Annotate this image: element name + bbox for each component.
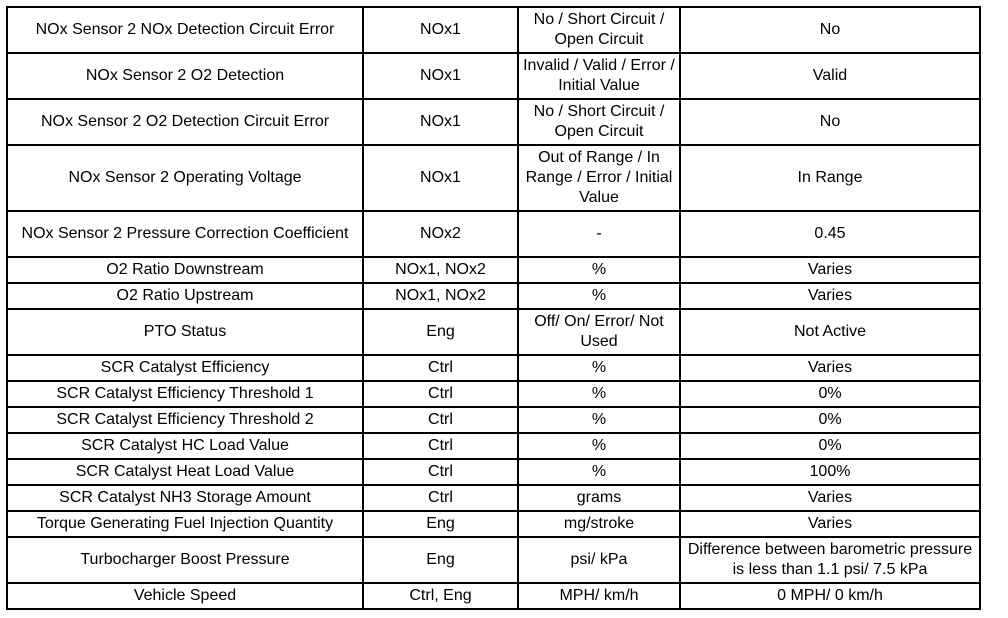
table-row xyxy=(7,511,980,537)
range-cell: Out of Range / In Range / Error / Initial Value xyxy=(518,145,680,211)
range-cell: % xyxy=(518,381,680,407)
parameter-cell: NOx Sensor 2 O2 Detection xyxy=(7,53,363,99)
typical-value-cell: Valid xyxy=(680,53,980,99)
table-row xyxy=(7,257,980,283)
range-cell: % xyxy=(518,433,680,459)
typical-value-cell: Varies xyxy=(680,283,980,309)
module-cell: NOx1 xyxy=(363,145,518,211)
module-cell: Eng xyxy=(363,511,518,537)
range-cell: grams xyxy=(518,485,680,511)
table-body xyxy=(7,7,980,609)
table-row xyxy=(7,485,980,511)
table-row xyxy=(7,211,980,257)
parameter-cell: O2 Ratio Upstream xyxy=(7,283,363,309)
range-cell: Invalid / Valid / Error / Initial Value xyxy=(518,53,680,99)
module-cell: Eng xyxy=(363,537,518,583)
range-cell: No / Short Circuit / Open Circuit xyxy=(518,99,680,145)
table-row xyxy=(7,407,980,433)
module-cell: Ctrl xyxy=(363,485,518,511)
module-cell: NOx1, NOx2 xyxy=(363,283,518,309)
module-cell: Ctrl xyxy=(363,407,518,433)
parameter-cell: NOx Sensor 2 O2 Detection Circuit Error xyxy=(7,99,363,145)
range-cell: % xyxy=(518,407,680,433)
typical-value-cell: 100% xyxy=(680,459,980,485)
parameter-cell: Vehicle Speed xyxy=(7,583,363,609)
range-cell: psi/ kPa xyxy=(518,537,680,583)
range-cell: % xyxy=(518,257,680,283)
module-cell: Ctrl xyxy=(363,355,518,381)
module-cell: Ctrl xyxy=(363,381,518,407)
table-row xyxy=(7,583,980,609)
table-row xyxy=(7,309,980,355)
range-cell: MPH/ km/h xyxy=(518,583,680,609)
module-cell: NOx1 xyxy=(363,7,518,53)
parameter-cell: NOx Sensor 2 NOx Detection Circuit Error xyxy=(7,7,363,53)
typical-value-cell: Varies xyxy=(680,355,980,381)
parameter-cell: SCR Catalyst Efficiency xyxy=(7,355,363,381)
parameter-cell: SCR Catalyst Efficiency Threshold 1 xyxy=(7,381,363,407)
typical-value-cell: Varies xyxy=(680,485,980,511)
table-row xyxy=(7,99,980,145)
parameter-cell: PTO Status xyxy=(7,309,363,355)
table-row xyxy=(7,459,980,485)
table-row xyxy=(7,381,980,407)
parameter-cell: SCR Catalyst Efficiency Threshold 2 xyxy=(7,407,363,433)
module-cell: Ctrl, Eng xyxy=(363,583,518,609)
typical-value-cell: 0% xyxy=(680,407,980,433)
typical-value-cell: No xyxy=(680,7,980,53)
range-cell: No / Short Circuit / Open Circuit xyxy=(518,7,680,53)
typical-value-cell: Varies xyxy=(680,511,980,537)
range-cell: Off/ On/ Error/ Not Used xyxy=(518,309,680,355)
module-cell: NOx1 xyxy=(363,53,518,99)
typical-value-cell: No xyxy=(680,99,980,145)
parameter-cell: Turbocharger Boost Pressure xyxy=(7,537,363,583)
typical-value-cell: 0% xyxy=(680,433,980,459)
module-cell: NOx1 xyxy=(363,99,518,145)
typical-value-cell: Varies xyxy=(680,257,980,283)
parameter-cell: Torque Generating Fuel Injection Quantity xyxy=(7,511,363,537)
typical-value-cell: 0% xyxy=(680,381,980,407)
range-cell: % xyxy=(518,459,680,485)
module-cell: NOx1, NOx2 xyxy=(363,257,518,283)
parameter-cell: SCR Catalyst HC Load Value xyxy=(7,433,363,459)
module-cell: Ctrl xyxy=(363,459,518,485)
parameter-cell: SCR Catalyst Heat Load Value xyxy=(7,459,363,485)
parameter-cell: NOx Sensor 2 Operating Voltage xyxy=(7,145,363,211)
table-row xyxy=(7,7,980,53)
typical-value-cell: In Range xyxy=(680,145,980,211)
range-cell: % xyxy=(518,355,680,381)
typical-value-cell: 0 MPH/ 0 km/h xyxy=(680,583,980,609)
range-cell: % xyxy=(518,283,680,309)
parameter-table-container xyxy=(6,6,981,610)
table-row xyxy=(7,145,980,211)
module-cell: Ctrl xyxy=(363,433,518,459)
typical-value-cell: 0.45 xyxy=(680,211,980,257)
table-row xyxy=(7,53,980,99)
range-cell: mg/stroke xyxy=(518,511,680,537)
parameter-cell: SCR Catalyst NH3 Storage Amount xyxy=(7,485,363,511)
range-cell: - xyxy=(518,211,680,257)
module-cell: Eng xyxy=(363,309,518,355)
parameter-cell: NOx Sensor 2 Pressure Correction Coefficient xyxy=(7,211,363,257)
typical-value-cell: Difference between barometric pressure is less than 1.1 psi/ 7.5 kPa xyxy=(680,537,980,583)
table-row xyxy=(7,355,980,381)
typical-value-cell: Not Active xyxy=(680,309,980,355)
table-row xyxy=(7,283,980,309)
module-cell: NOx2 xyxy=(363,211,518,257)
parameter-cell: O2 Ratio Downstream xyxy=(7,257,363,283)
table-row xyxy=(7,433,980,459)
scan-tool-data-table xyxy=(6,6,981,610)
table-row xyxy=(7,537,980,583)
